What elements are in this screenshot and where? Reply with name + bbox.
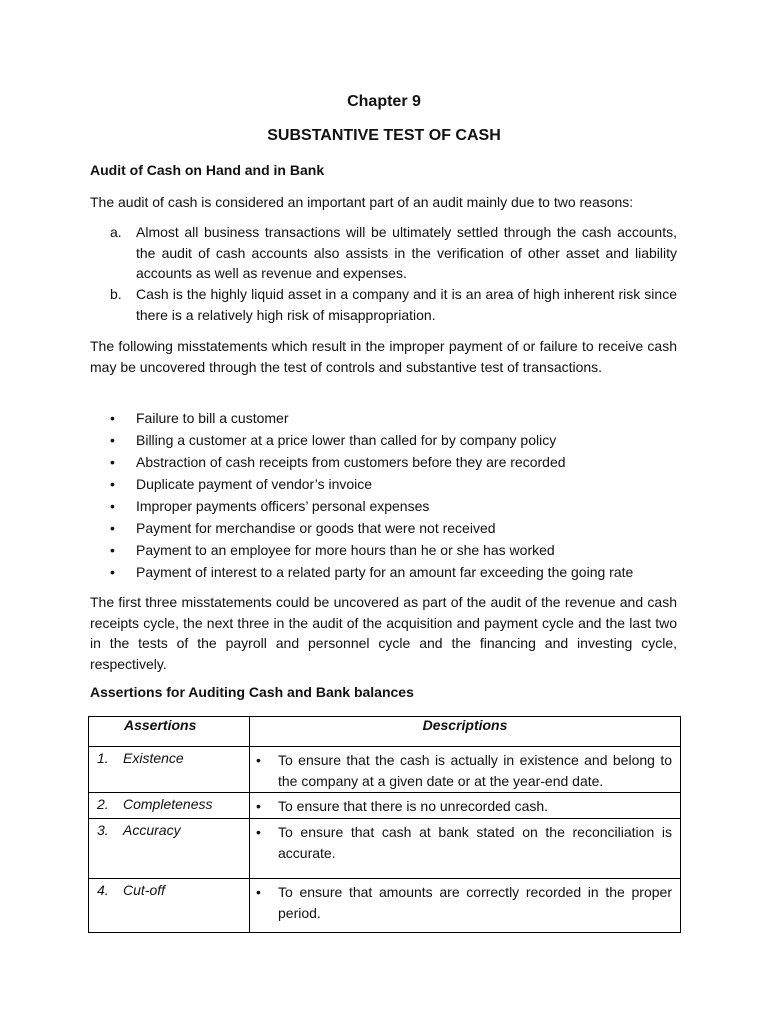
list-item [110,561,710,583]
intro-paragraph: The audit of cash is considered an important part of an audit mainly due to two reasons: [90,194,634,210]
assertion-cell [89,819,250,879]
table-row [89,793,681,819]
reason-item [110,284,677,325]
column-header-label: Assertions [124,717,197,733]
bullet-icon: • [110,564,115,580]
description-text: To ensure that cash at bank stated on the reconciliation is accurate. [278,824,672,861]
bullet-icon: • [256,884,261,900]
list-item-text: Duplicate payment of vendor’s invoice [136,476,373,492]
list-marker: a. [110,224,122,240]
row-number: 4. [97,882,109,898]
description-cell [250,819,681,879]
column-header-assertions [89,717,250,747]
assertion-name: Accuracy [123,822,181,838]
list-item-text: Payment for merchandise or goods that were not received [136,520,496,536]
description-cell [250,793,681,819]
bullet-icon: • [256,752,261,768]
description-text: To ensure that amounts are correctly recorded in the proper period. [278,884,672,921]
bullet-icon: • [110,476,115,492]
row-number: 3. [97,822,109,838]
reason-item [110,222,677,284]
table-header-row [89,717,681,747]
row-number: 2. [97,796,109,812]
row-number: 1. [97,750,109,766]
cycles-paragraph: The first three misstatements could be uncovered as part of the audit of the revenue and cash receipts cycle, the next three in the audit of the acquisition and payment cycle and the last two in the tests of the payroll and personnel cycle and the financing and investing cycle, respectively. [90,594,677,672]
description-cell [250,879,681,933]
assertion-cell [89,793,250,819]
assertion-name: Completeness [123,796,213,812]
misstatements-intro: The following misstatements which result in the improper payment of or failure to receive cash may be uncovered through the test of controls and substantive test of transactions. [90,338,677,375]
chapter-label: Chapter 9 [347,93,421,110]
list-item [110,539,710,561]
bullet-icon: • [110,498,115,514]
bullet-icon: • [256,824,261,840]
list-item [110,407,710,429]
list-item-text: Payment to an employee for more hours than he or she has worked [136,542,555,558]
list-item-text: Billing a customer at a price lower than called for by company policy [136,432,557,448]
description-cell [250,747,681,793]
list-item [110,473,710,495]
section-heading: Audit of Cash on Hand and in Bank [90,162,325,178]
bullet-icon: • [110,542,115,558]
bullet-icon: • [110,520,115,536]
bullet-icon: • [110,410,115,426]
assertion-cell [89,879,250,933]
description-text: To ensure that there is no unrecorded cash. [278,798,549,814]
table-row [89,819,681,879]
list-item [110,429,710,451]
list-marker: b. [110,286,122,302]
bullet-icon: • [110,432,115,448]
assertion-name: Cut-off [123,882,166,898]
description-text: To ensure that the cash is actually in existence and belong to the company at a given date or at the year-end date. [278,752,672,789]
assertions-table [88,716,681,933]
column-header-descriptions: Descriptions [250,717,681,747]
list-item [110,517,710,539]
table-row [89,747,681,793]
bullet-icon: • [256,798,261,814]
table-row [89,879,681,933]
list-item-text: Improper payments officers’ personal expenses [136,498,430,514]
assertion-name: Existence [123,750,184,766]
list-item-text: Failure to bill a customer [136,410,289,426]
misstatement-list [110,407,710,583]
list-item [110,495,710,517]
assertion-cell [89,747,250,793]
list-item-text: Abstraction of cash receipts from customers before they are recorded [136,454,566,470]
reason-text: Almost all business transactions will be ultimately settled through the cash accounts, the audit of cash accounts also assists in the verification of other asset and liability accounts as well as revenue and expenses. [136,224,677,281]
assertions-heading: Assertions for Auditing Cash and Bank balances [90,684,414,700]
bullet-icon: • [110,454,115,470]
list-item-text: Payment of interest to a related party for an amount far exceeding the going rate [136,564,634,580]
page-title: SUBSTANTIVE TEST OF CASH [267,127,501,144]
reason-text: Cash is the highly liquid asset in a company and it is an area of high inherent risk since there is a relatively high risk of misappropriation. [136,286,677,323]
list-item [110,451,710,473]
